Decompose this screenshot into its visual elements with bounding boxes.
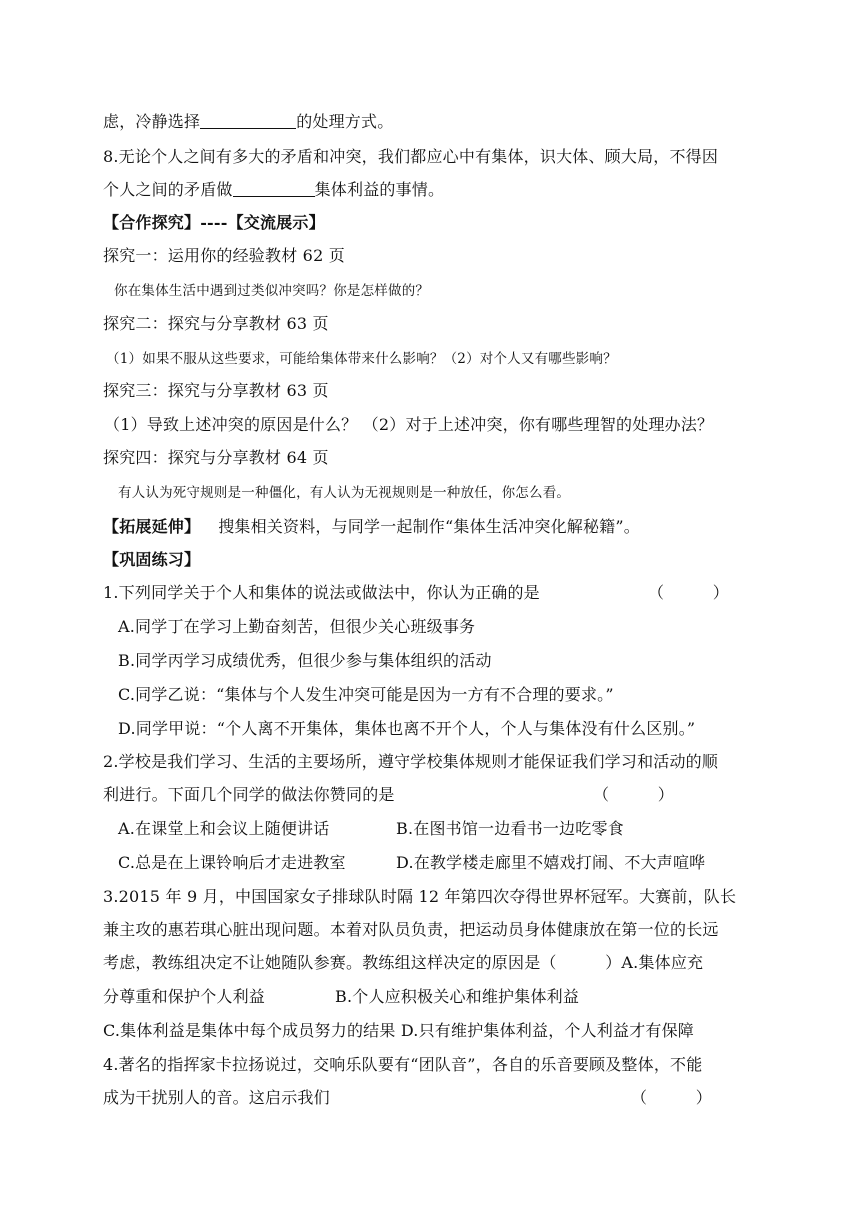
line-text: 虑，冷静选择 <box>103 112 201 131</box>
question-3-line-2: 兼主攻的惠若琪心脏出现问题。本着对队员负责，把运动员身体健康放在第一位的长远 <box>103 920 719 939</box>
answer-blank[interactable] <box>200 112 296 129</box>
explore-4-question: 有人认为死守规则是一种僵化，有人认为无视规则是一种放任，你怎么看。 <box>118 485 571 501</box>
q3-option-a-cont: 分尊重和保护个人利益 <box>103 987 266 1006</box>
q2-option-b: B.在图书馆一边看书一边吃零食 <box>396 819 624 838</box>
question-2-line-2 <box>103 785 675 805</box>
line-text: 个人之间的矛盾做 <box>103 180 233 199</box>
question-3-line-5: C.集体利益是集体中每个成员努力的结果 D.只有维护集体利益，个人利益才有保障 <box>103 1021 694 1040</box>
question-text: 1.下列同学关于个人和集体的说法或做法中，你认为正确的是 <box>103 583 540 602</box>
q1-option-a: A.同学丁在学习上勤奋刻苦，但很少关心班级事务 <box>118 617 476 636</box>
question-3-line-4 <box>103 987 580 1007</box>
section-heading-practice: 【巩固练习】 <box>103 550 201 569</box>
question-text: 成为干扰别人的音。这启示我们 <box>103 1088 330 1107</box>
line-text: 的处理方式。 <box>296 112 394 131</box>
explore-1-title: 探究一：运用你的经验教材 62 页 <box>103 246 345 265</box>
q3-option-b: B.个人应积极关心和维护集体利益 <box>335 987 580 1006</box>
explore-4-title: 探究四：探究与分享教材 64 页 <box>103 448 329 467</box>
question-8-line-1: 8.无论个人之间有多大的矛盾和冲突，我们都应心中有集体，识大体、顾大局，不得因 <box>103 147 719 166</box>
section-heading-extend: 【拓展延伸】 <box>103 517 201 536</box>
answer-paren[interactable]: （ ） <box>593 785 675 804</box>
answer-paren[interactable]: （ ） <box>631 1088 713 1107</box>
extend-line <box>103 517 640 537</box>
answer-paren[interactable]: （ ） <box>648 583 730 602</box>
q2-option-d: D.在教学楼走廊里不嬉戏打闹、不大声喧哗 <box>396 853 706 872</box>
extend-text: 搜集相关资料，与同学一起制作“集体生活冲突化解秘籍”。 <box>218 517 640 536</box>
q1-option-b: B.同学丙学习成绩优秀，但很少参与集体组织的活动 <box>118 651 492 670</box>
question-2-line-1: 2.学校是我们学习、生活的主要场所，遵守学校集体规则才能保证我们学习和活动的顺 <box>103 752 719 771</box>
question-3-line-3: 考虑，教练组决定不让她随队参赛。教练组这样决定的原因是（ ）A.集体应充 <box>103 953 704 972</box>
question-text: 利进行。下面几个同学的做法你赞同的是 <box>103 785 395 804</box>
line-text: 集体利益的事情。 <box>314 180 445 199</box>
section-heading-cooperate: 【合作探究】----【交流展示】 <box>103 213 325 232</box>
explore-2-title: 探究二：探究与分享教材 63 页 <box>103 314 329 333</box>
question-8-line-2 <box>103 180 444 200</box>
fill-in-line <box>103 112 393 132</box>
question-4-line-2 <box>103 1088 713 1108</box>
explore-3-title: 探究三：探究与分享教材 63 页 <box>103 381 329 400</box>
q2-option-c: C.总是在上课铃响后才走进教室 <box>118 853 346 872</box>
q1-option-d: D.同学甲说：“个人离不开集体，集体也离不开个人，个人与集体没有什么区别。” <box>118 719 696 738</box>
q2-options-row-2 <box>118 853 706 873</box>
q2-options-row-1 <box>118 819 624 839</box>
explore-1-question: 你在集体生活中遇到过类似冲突吗？你是怎样做的？ <box>114 283 430 299</box>
question-1 <box>103 583 730 603</box>
q2-option-a: A.在课堂上和会议上随便讲话 <box>118 819 330 838</box>
question-4-line-1: 4.著名的指挥家卡拉扬说过，交响乐队要有“团队音”，各自的乐音要顾及整体，不能 <box>103 1055 703 1074</box>
answer-blank[interactable] <box>233 180 315 197</box>
explore-2-question: （1）如果不服从这些要求，可能给集体带来什么影响？（2）对个人又有哪些影响？ <box>106 351 617 367</box>
q1-option-c: C.同学乙说：“集体与个人发生冲突可能是因为一方有不合理的要求。” <box>118 685 614 704</box>
question-3-line-1: 3.2015 年 9 月，中国国家女子排球队时隔 12 年第四次夺得世界杯冠军。大赛前，队长 <box>103 887 737 906</box>
explore-3-question: （1）导致上述冲突的原因是什么？ （2）对于上述冲突，你有哪些理智的处理办法？ <box>104 415 714 434</box>
